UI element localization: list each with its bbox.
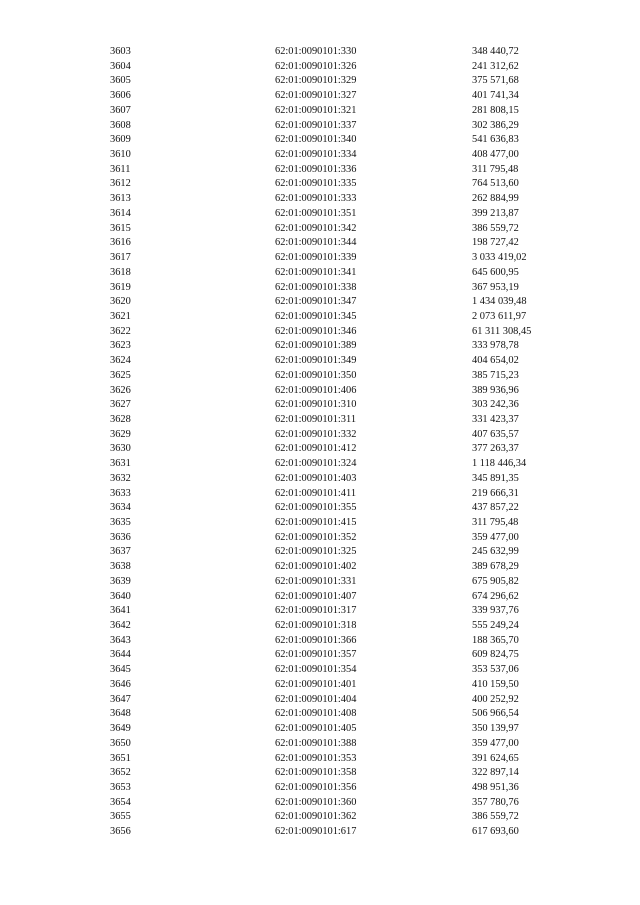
cadastral-value: 241 312,62 [472, 60, 519, 72]
cadastral-number: 62:01:0090101:331 [275, 575, 357, 587]
table-row [0, 545, 640, 560]
cadastral-value: 506 966,54 [472, 708, 519, 720]
cadastral-value: 219 666,31 [472, 487, 519, 499]
cadastral-number: 62:01:0090101:334 [275, 149, 357, 161]
cadastral-number: 62:01:0090101:326 [275, 60, 357, 72]
table-row [0, 752, 640, 767]
table-row [0, 398, 640, 413]
row-number: 3654 [110, 796, 131, 808]
table-row [0, 590, 640, 605]
table-row [0, 266, 640, 281]
cadastral-value: 61 311 308,45 [472, 325, 532, 337]
cadastral-number: 62:01:0090101:347 [275, 296, 357, 308]
row-number: 3623 [110, 340, 131, 352]
cadastral-number: 62:01:0090101:351 [275, 207, 357, 219]
row-number: 3619 [110, 281, 131, 293]
table-row [0, 810, 640, 825]
cadastral-value: 389 678,29 [472, 561, 519, 573]
cadastral-value: 386 559,72 [472, 811, 519, 823]
table-row [0, 501, 640, 516]
cadastral-value: 331 423,37 [472, 413, 519, 425]
table-row [0, 619, 640, 634]
table-row [0, 737, 640, 752]
cadastral-value: 410 159,50 [472, 678, 519, 690]
cadastral-number: 62:01:0090101:366 [275, 634, 357, 646]
row-number: 3634 [110, 502, 131, 514]
cadastral-value: 555 249,24 [472, 620, 519, 632]
row-number: 3642 [110, 620, 131, 632]
table-row [0, 648, 640, 663]
cadastral-number: 62:01:0090101:362 [275, 811, 357, 823]
table-row [0, 177, 640, 192]
cadastral-number: 62:01:0090101:388 [275, 737, 357, 749]
cadastral-value: 245 632,99 [472, 546, 519, 558]
cadastral-number: 62:01:0090101:352 [275, 531, 357, 543]
table-row [0, 133, 640, 148]
row-number: 3620 [110, 296, 131, 308]
row-number: 3639 [110, 575, 131, 587]
cadastral-value: 375 571,68 [472, 75, 519, 87]
row-number: 3640 [110, 590, 131, 602]
cadastral-value: 385 715,23 [472, 369, 519, 381]
cadastral-value: 348 440,72 [472, 46, 519, 57]
table-row [0, 457, 640, 472]
cadastral-value: 3 033 419,02 [472, 252, 527, 264]
row-number: 3632 [110, 472, 131, 484]
table-row [0, 60, 640, 75]
table-row [0, 281, 640, 296]
table-row [0, 339, 640, 354]
table-row [0, 560, 640, 575]
cadastral-number: 62:01:0090101:405 [275, 723, 357, 735]
row-number: 3603 [110, 46, 131, 57]
parcel-value-table [0, 45, 640, 840]
table-row [0, 472, 640, 487]
cadastral-number: 62:01:0090101:406 [275, 384, 357, 396]
table-row [0, 531, 640, 546]
row-number: 3644 [110, 649, 131, 661]
row-number: 3641 [110, 605, 131, 617]
cadastral-number: 62:01:0090101:356 [275, 781, 357, 793]
row-number: 3645 [110, 664, 131, 676]
cadastral-value: 367 953,19 [472, 281, 519, 293]
table-row [0, 766, 640, 781]
table-row [0, 384, 640, 399]
table-row [0, 325, 640, 340]
row-number: 3629 [110, 428, 131, 440]
cadastral-number: 62:01:0090101:330 [275, 46, 357, 57]
table-row [0, 369, 640, 384]
cadastral-value: 302 386,29 [472, 119, 519, 131]
row-number: 3624 [110, 355, 131, 367]
row-number: 3630 [110, 443, 131, 455]
table-row [0, 678, 640, 693]
cadastral-number: 62:01:0090101:327 [275, 90, 357, 102]
table-row [0, 207, 640, 222]
table-row [0, 722, 640, 737]
row-number: 3635 [110, 517, 131, 528]
cadastral-number: 62:01:0090101:346 [275, 325, 357, 337]
cadastral-value: 609 824,75 [472, 649, 519, 661]
cadastral-value: 345 891,35 [472, 472, 519, 484]
cadastral-number: 62:01:0090101:310 [275, 399, 357, 411]
cadastral-value: 188 365,70 [472, 634, 519, 646]
cadastral-value: 311 795,48 [472, 517, 519, 528]
cadastral-number: 62:01:0090101:407 [275, 590, 357, 602]
cadastral-value: 404 654,02 [472, 355, 519, 367]
row-number: 3646 [110, 678, 131, 690]
row-number: 3606 [110, 90, 131, 102]
row-number: 3627 [110, 399, 131, 411]
table-row [0, 148, 640, 163]
cadastral-value: 408 477,00 [472, 149, 519, 161]
row-number: 3614 [110, 207, 131, 219]
cadastral-value: 322 897,14 [472, 767, 519, 779]
row-number: 3656 [110, 826, 131, 838]
table-row [0, 487, 640, 502]
cadastral-number: 62:01:0090101:408 [275, 708, 357, 720]
table-row [0, 236, 640, 251]
row-number: 3628 [110, 413, 131, 425]
row-number: 3626 [110, 384, 131, 396]
cadastral-value: 198 727,42 [472, 237, 519, 249]
table-row [0, 575, 640, 590]
cadastral-value: 498 951,36 [472, 781, 519, 793]
table-row [0, 604, 640, 619]
cadastral-value: 262 884,99 [472, 193, 519, 205]
cadastral-number: 62:01:0090101:350 [275, 369, 357, 381]
cadastral-value: 2 073 611,97 [472, 310, 527, 322]
cadastral-number: 62:01:0090101:617 [275, 826, 357, 838]
row-number: 3618 [110, 266, 131, 278]
cadastral-number: 62:01:0090101:324 [275, 458, 357, 470]
row-number: 3648 [110, 708, 131, 720]
cadastral-value: 339 937,76 [472, 605, 519, 617]
cadastral-number: 62:01:0090101:339 [275, 252, 357, 264]
table-row [0, 707, 640, 722]
row-number: 3631 [110, 458, 131, 470]
row-number: 3616 [110, 237, 131, 249]
row-number: 3637 [110, 546, 131, 558]
cadastral-value: 407 635,57 [472, 428, 519, 440]
cadastral-number: 62:01:0090101:337 [275, 119, 357, 131]
cadastral-number: 62:01:0090101:403 [275, 472, 357, 484]
cadastral-number: 62:01:0090101:338 [275, 281, 357, 293]
row-number: 3655 [110, 811, 131, 823]
row-number: 3615 [110, 222, 131, 234]
cadastral-value: 359 477,00 [472, 737, 519, 749]
row-number: 3653 [110, 781, 131, 793]
table-row [0, 74, 640, 89]
row-number: 3625 [110, 369, 131, 381]
cadastral-number: 62:01:0090101:402 [275, 561, 357, 573]
cadastral-value: 359 477,00 [472, 531, 519, 543]
table-row [0, 354, 640, 369]
cadastral-value: 377 263,37 [472, 443, 519, 455]
cadastral-number: 62:01:0090101:354 [275, 664, 357, 676]
cadastral-value: 437 857,22 [472, 502, 519, 514]
cadastral-number: 62:01:0090101:325 [275, 546, 357, 558]
table-row [0, 89, 640, 104]
table-row [0, 693, 640, 708]
cadastral-number: 62:01:0090101:342 [275, 222, 357, 234]
cadastral-value: 401 741,34 [472, 90, 519, 102]
table-row [0, 163, 640, 178]
table-row [0, 222, 640, 237]
cadastral-number: 62:01:0090101:404 [275, 693, 357, 705]
row-number: 3636 [110, 531, 131, 543]
table-row [0, 781, 640, 796]
cadastral-value: 675 905,82 [472, 575, 519, 587]
cadastral-value: 617 693,60 [472, 826, 519, 838]
row-number: 3638 [110, 561, 131, 573]
cadastral-number: 62:01:0090101:389 [275, 340, 357, 352]
cadastral-number: 62:01:0090101:332 [275, 428, 357, 440]
row-number: 3610 [110, 149, 131, 161]
cadastral-number: 62:01:0090101:340 [275, 134, 357, 146]
table-row [0, 663, 640, 678]
row-number: 3608 [110, 119, 131, 131]
table-row [0, 428, 640, 443]
cadastral-number: 62:01:0090101:357 [275, 649, 357, 661]
cadastral-value: 281 808,15 [472, 104, 519, 116]
cadastral-number: 62:01:0090101:318 [275, 620, 357, 632]
cadastral-value: 1 434 039,48 [472, 296, 527, 308]
cadastral-number: 62:01:0090101:329 [275, 75, 357, 87]
cadastral-value: 386 559,72 [472, 222, 519, 234]
cadastral-number: 62:01:0090101:317 [275, 605, 357, 617]
cadastral-value: 645 600,95 [472, 266, 519, 278]
cadastral-value: 541 636,83 [472, 134, 519, 146]
cadastral-value: 1 118 446,34 [472, 458, 527, 470]
cadastral-number: 62:01:0090101:349 [275, 355, 357, 367]
row-number: 3607 [110, 104, 131, 116]
table-row [0, 251, 640, 266]
cadastral-value: 399 213,87 [472, 207, 519, 219]
cadastral-number: 62:01:0090101:360 [275, 796, 357, 808]
row-number: 3611 [110, 163, 131, 175]
row-number: 3621 [110, 310, 131, 322]
cadastral-number: 62:01:0090101:333 [275, 193, 357, 205]
cadastral-number: 62:01:0090101:344 [275, 237, 357, 249]
cadastral-value: 389 936,96 [472, 384, 519, 396]
cadastral-value: 350 139,97 [472, 723, 519, 735]
row-number: 3650 [110, 737, 131, 749]
cadastral-number: 62:01:0090101:345 [275, 310, 357, 322]
row-number: 3605 [110, 75, 131, 87]
cadastral-number: 62:01:0090101:353 [275, 752, 357, 764]
row-number: 3647 [110, 693, 131, 705]
row-number: 3617 [110, 252, 131, 264]
table-row [0, 796, 640, 811]
table-row [0, 295, 640, 310]
cadastral-number: 62:01:0090101:321 [275, 104, 357, 116]
table-row [0, 413, 640, 428]
cadastral-number: 62:01:0090101:341 [275, 266, 357, 278]
cadastral-number: 62:01:0090101:412 [275, 443, 357, 455]
cadastral-number: 62:01:0090101:311 [275, 413, 357, 425]
row-number: 3633 [110, 487, 131, 499]
table-row [0, 516, 640, 531]
cadastral-value: 357 780,76 [472, 796, 519, 808]
cadastral-value: 353 537,06 [472, 664, 519, 676]
row-number: 3649 [110, 723, 131, 735]
cadastral-value: 303 242,36 [472, 399, 519, 411]
table-row [0, 119, 640, 134]
table-row [0, 634, 640, 649]
cadastral-number: 62:01:0090101:415 [275, 517, 357, 528]
cadastral-number: 62:01:0090101:411 [275, 487, 357, 499]
cadastral-value: 311 795,48 [472, 163, 519, 175]
cadastral-number: 62:01:0090101:401 [275, 678, 357, 690]
table-row [0, 310, 640, 325]
cadastral-number: 62:01:0090101:355 [275, 502, 357, 514]
cadastral-value: 333 978,78 [472, 340, 519, 352]
row-number: 3643 [110, 634, 131, 646]
row-number: 3622 [110, 325, 131, 337]
row-number: 3604 [110, 60, 131, 72]
cadastral-number: 62:01:0090101:335 [275, 178, 357, 190]
cadastral-value: 674 296,62 [472, 590, 519, 602]
table-row [0, 442, 640, 457]
row-number: 3651 [110, 752, 131, 764]
cadastral-number: 62:01:0090101:336 [275, 163, 357, 175]
table-row [0, 45, 640, 60]
row-number: 3652 [110, 767, 131, 779]
cadastral-number: 62:01:0090101:358 [275, 767, 357, 779]
cadastral-value: 400 252,92 [472, 693, 519, 705]
row-number: 3609 [110, 134, 131, 146]
table-row [0, 192, 640, 207]
row-number: 3612 [110, 178, 131, 190]
cadastral-value: 391 624,65 [472, 752, 519, 764]
table-row [0, 104, 640, 119]
cadastral-value: 764 513,60 [472, 178, 519, 190]
table-row [0, 825, 640, 840]
row-number: 3613 [110, 193, 131, 205]
